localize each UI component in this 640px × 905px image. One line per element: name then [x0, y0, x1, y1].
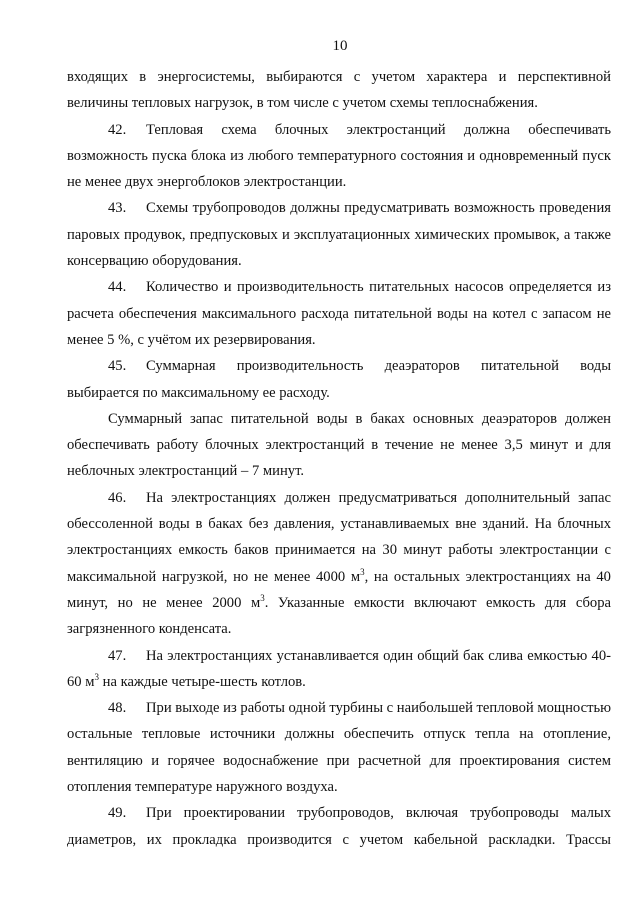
- paragraph-text: Суммарная производительность деаэраторов питательной воды выбирается по максимальному ее расходу.: [67, 358, 611, 401]
- page-number: 10: [332, 38, 348, 54]
- paragraph-48: [67, 695, 611, 800]
- paragraph-42: [67, 117, 611, 196]
- paragraph-text: При проектировании трубопроводов, включая трубопроводы малых диаметров, их прокладка производится с учетом кабельной раскладки. Трассы: [67, 805, 611, 848]
- paragraph-number: 44.: [108, 279, 127, 296]
- paragraph-number: 45.: [108, 358, 127, 375]
- paragraph-text: Суммарный запас питательной воды в баках основных деаэраторов должен обеспечивать работу блочных электростанций в течение не менее 3,5 минут и для неблочных электростанций – 7 минут.: [67, 410, 611, 480]
- paragraph-continuation: [67, 64, 611, 117]
- paragraph-45: [67, 353, 611, 406]
- paragraph-43: [67, 195, 611, 274]
- paragraph-text: На электростанциях устанавливается один общий бак слива емкостью 40-60 м: [67, 647, 611, 690]
- paragraph-text: . Указанные емкости включают емкость для сбора загрязненного конденсата.: [67, 594, 611, 638]
- paragraph-44: [67, 274, 611, 353]
- paragraph-text: На электростанциях должен предусматриваться дополнительный запас обессоленной воды в баках без давления, устанавливаемых вне зданий. На блочных электростанциях емкость баков принимается на 30 минут работы электростанции с максимальной нагрузкой, но не менее 4000 м: [67, 489, 611, 585]
- paragraph-45-continued: [67, 406, 611, 485]
- paragraph-text: Тепловая схема блочных электростанций должна обеспечивать возможность пуска блока из любого температурного состояния и одновременный пуск не менее двух энергоблоков электростанции.: [67, 121, 611, 191]
- paragraph-text: на каждые четыре-шесть котлов.: [98, 673, 306, 690]
- paragraph-49: [67, 800, 611, 853]
- paragraph-text: , на остальных электростанциях на 40 минут, но не менее 2000 м: [67, 568, 611, 611]
- paragraph-text: При выходе из работы одной турбины с наибольшей тепловой мощностью остальные тепловые источники должны обеспечить отпуск тепла на отопление, вентиляцию и горячее водоснабжение при расчетной для проектирования систем отопления температуре наружного воздуха.: [67, 700, 611, 796]
- superscript: 3: [260, 593, 265, 604]
- paragraph-47: [67, 643, 611, 696]
- paragraph-number: 43.: [108, 200, 127, 217]
- paragraph-number: 48.: [108, 700, 127, 717]
- paragraph-number: 42.: [108, 121, 127, 138]
- paragraph-number: 49.: [108, 805, 127, 822]
- superscript: 3: [360, 566, 365, 577]
- paragraph-number: 46.: [108, 489, 127, 506]
- paragraph-text: входящих в энергосистемы, выбираются с учетом характера и перспективной величины тепловых нагрузок, в том числе с учетом схемы теплоснабжения.: [67, 69, 611, 112]
- paragraph-46: [67, 485, 611, 643]
- paragraph-number: 47.: [108, 647, 127, 664]
- superscript: 3: [94, 671, 99, 682]
- document-body: [67, 64, 611, 853]
- paragraph-text: Схемы трубопроводов должны предусматривать возможность проведения паровых продувок, предпусковых и эксплуатационных химических промывок, а также консервацию оборудования.: [67, 200, 611, 270]
- paragraph-text: Количество и производительность питательных насосов определяется из расчета обеспечения максимального расхода питательной воды на котел с запасом не менее 5 %, с учётом их резервирования.: [67, 279, 611, 348]
